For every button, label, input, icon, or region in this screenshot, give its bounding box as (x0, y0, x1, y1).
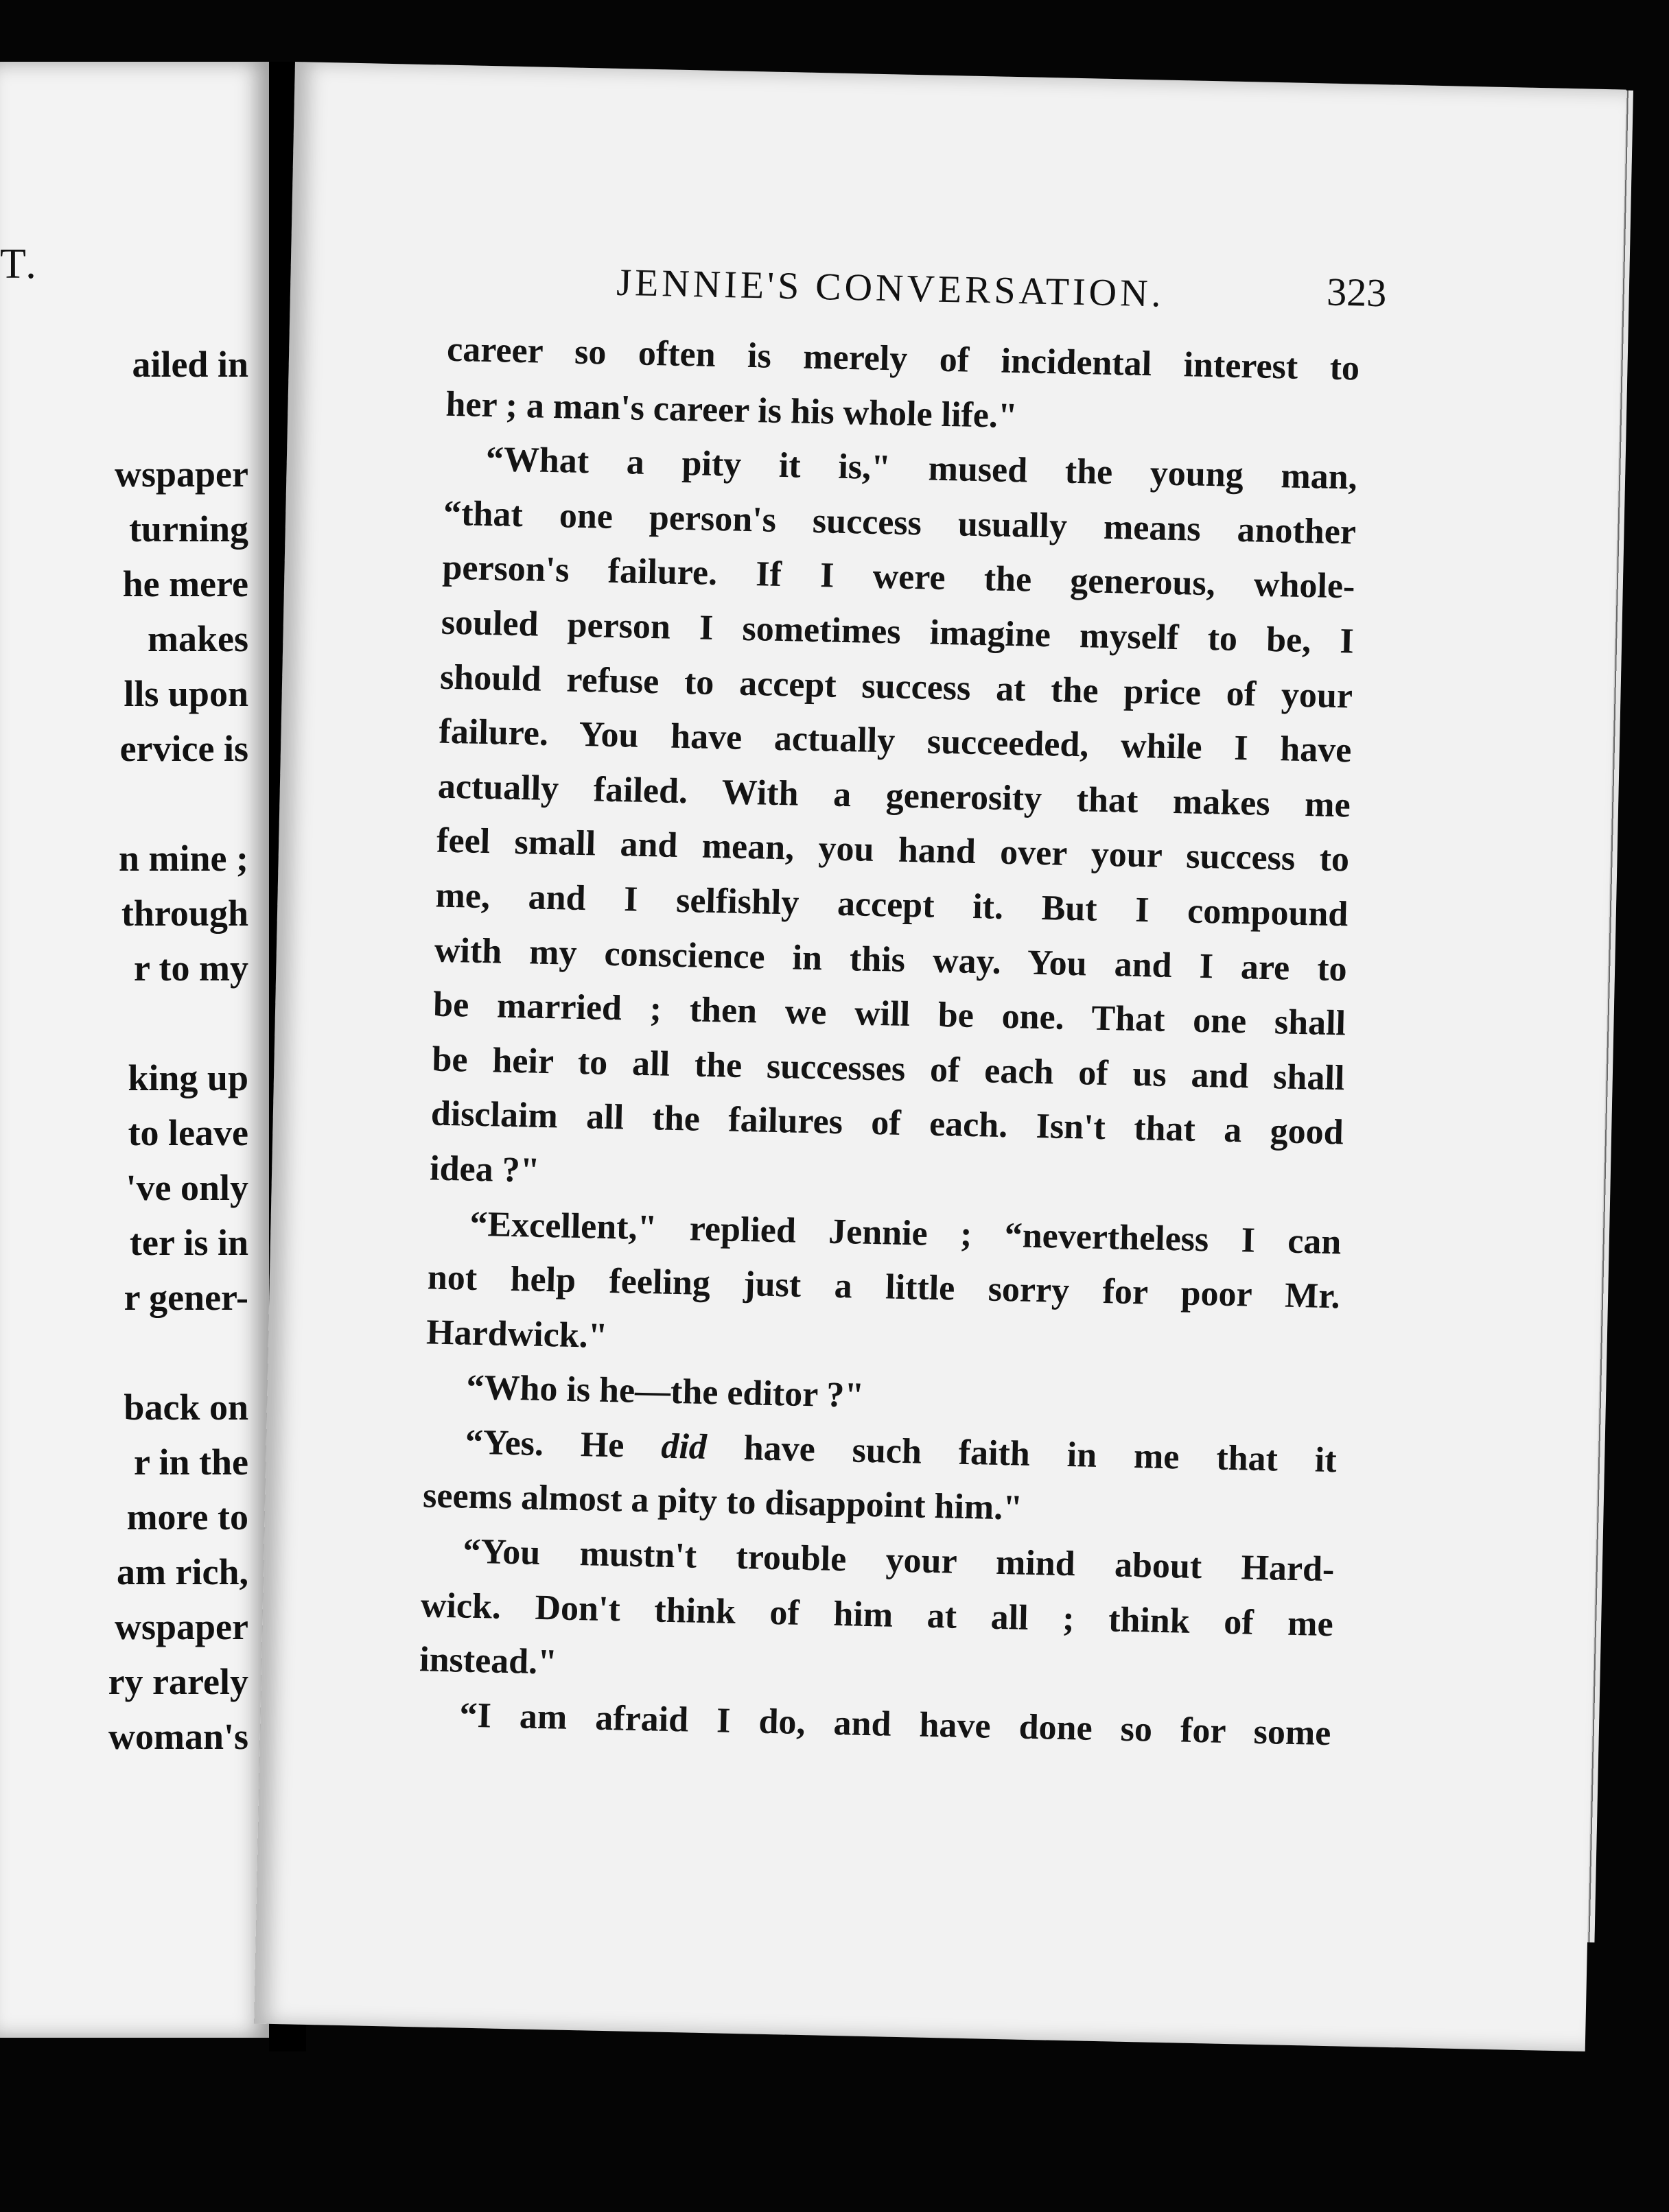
left-line: r to my (134, 948, 248, 989)
left-line: he mere (122, 563, 248, 604)
emphasis-word: did (660, 1426, 708, 1467)
text-line: be married ; then we will be one. That one shall (432, 985, 1346, 1044)
text-line: seems almost a pity to disappoint him." (422, 1476, 1023, 1529)
text-line: not help feeling just a little sorry for poor Mr. (427, 1258, 1341, 1317)
left-line: wspaper (114, 1606, 248, 1647)
text-line: “that one person's success usually means another (443, 493, 1357, 552)
left-line: more to (126, 1496, 248, 1538)
left-line: king up (128, 1057, 248, 1098)
left-line: 've only (126, 1167, 248, 1208)
left-line: to leave (128, 1112, 248, 1153)
text-line: instead." (419, 1640, 558, 1682)
text-line: “You mustn't trouble your mind about Hard- (462, 1531, 1335, 1590)
text-line: Hardwick." (425, 1313, 609, 1356)
left-line: ry rarely (108, 1661, 248, 1702)
text-run: have such faith in me that it (743, 1428, 1338, 1481)
left-page-header: T. (0, 241, 39, 287)
text-line: “I am afraid I do, and have done so for some (458, 1695, 1331, 1753)
left-line: woman's (108, 1716, 248, 1757)
text-line: her ; a man's career is his whole life." (445, 384, 1018, 436)
left-line: r in the (133, 1442, 248, 1483)
text-line: “Who is he—the editor ?" (465, 1367, 865, 1416)
text-run: “Yes. He (465, 1422, 625, 1466)
left-line: makes (148, 618, 248, 659)
text-line: wick. Don't think of him at all ; think of me (420, 1585, 1334, 1644)
text-line: feel small and mean, you hand over your success to (436, 821, 1350, 880)
text-line: me, and I selfishly accept it. But I compound (435, 875, 1349, 934)
left-page (0, 62, 269, 2038)
text-line: should refuse to accept success at the price of your (439, 657, 1353, 716)
left-line: wspaper (114, 454, 248, 495)
left-line: turning (128, 508, 248, 550)
left-line: ter is in (130, 1222, 248, 1263)
running-head: JENNIE'S CONVERSATION. (616, 261, 1165, 316)
text-line: “Excellent," replied Jennie ; “nevertheless I can (469, 1204, 1342, 1262)
left-line: ailed in (132, 344, 248, 385)
left-line: lls upon (124, 673, 248, 714)
left-line: n mine ; (119, 838, 248, 879)
text-line: actually failed. With a generosity that makes me (437, 766, 1351, 825)
left-line: am rich, (117, 1551, 248, 1592)
text-line: “What a pity it is," mused the young man, (485, 440, 1358, 497)
text-line: with my conscience in this way. You and I are to (434, 930, 1348, 989)
text-line: disclaim all the failures of each. Isn't that a good (430, 1094, 1344, 1153)
page-number: 323 (1326, 269, 1387, 316)
right-page (254, 62, 1626, 2051)
text-line: be heir to all the successes of each of us and shall (432, 1039, 1345, 1098)
text-line: person's failure. If I were the generous, whole- (442, 548, 1355, 607)
text-line: souled person I sometimes imagine myself to be, I (441, 602, 1355, 661)
left-line: ervice is (119, 728, 248, 769)
left-line: r gener- (124, 1277, 248, 1318)
body-text (418, 322, 1360, 1761)
text-line: idea ?" (429, 1149, 541, 1190)
left-line: through (121, 893, 248, 934)
left-line: back on (124, 1387, 248, 1428)
text-line: failure. You have actually succeeded, while I have (439, 711, 1352, 770)
text-line: career so often is merely of incidental interest to (446, 329, 1360, 388)
